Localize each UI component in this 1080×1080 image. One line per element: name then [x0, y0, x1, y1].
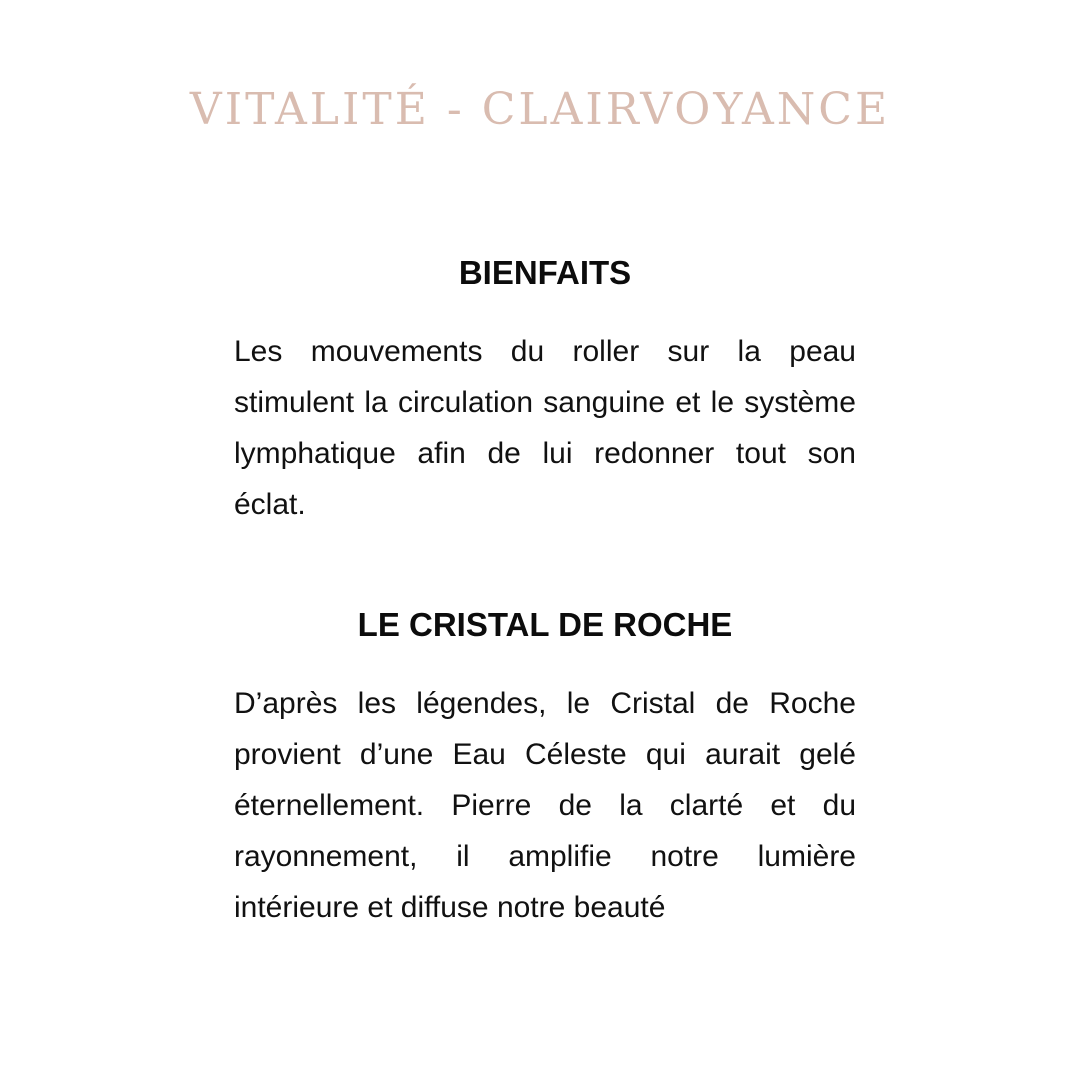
section-heading-bienfaits: BIENFAITS: [458, 254, 632, 291]
section-body-bienfaits: Les mouvements du roller sur la peau stimulent la circulation sanguine et le système lymphatique afin de lui redonner tout son éclat.: [234, 335, 856, 521]
page-title: VITALITÉ - CLAIRVOYANCE: [189, 84, 891, 135]
section-heading-cristal: LE CRISTAL DE ROCHE: [357, 606, 733, 643]
section-body-cristal: D’après les légendes, le Cristal de Roche provient d’une Eau Céleste qui aurait gelé éternellement. Pierre de la clarté et du rayonnement, il amplifie notre lumière intérieure et diffuse notre beauté: [234, 687, 856, 924]
